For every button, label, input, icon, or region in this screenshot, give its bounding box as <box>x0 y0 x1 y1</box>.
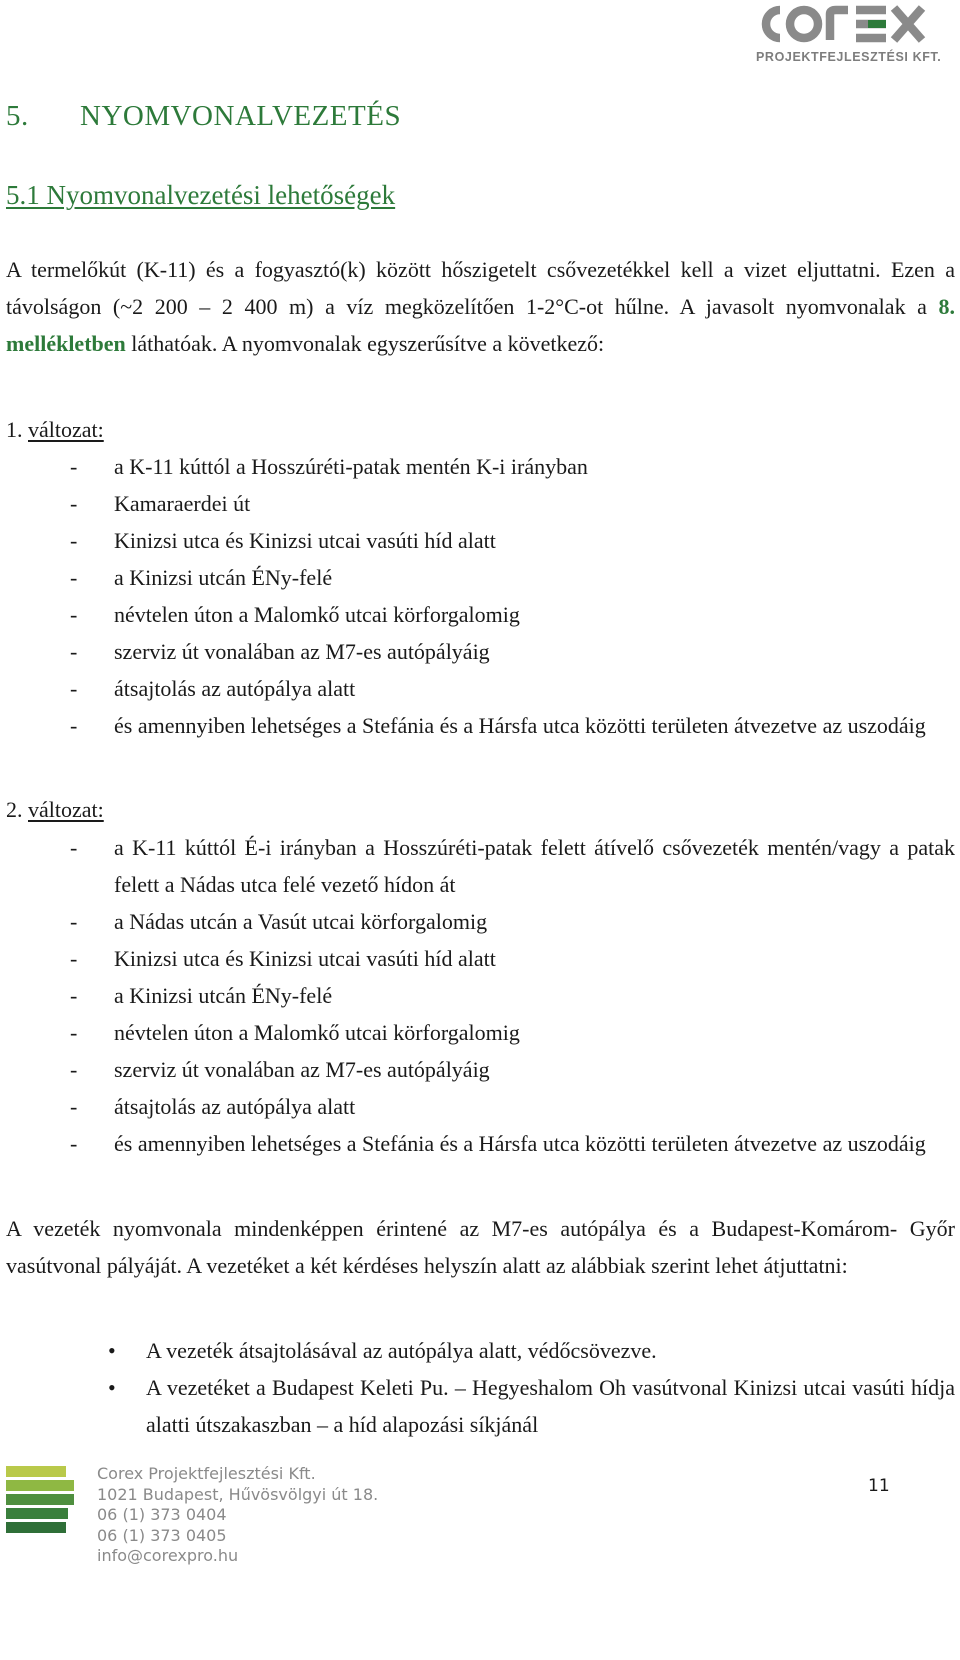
dash-marker: - <box>70 713 78 738</box>
bullet-item <box>106 1369 955 1443</box>
dash-marker: - <box>70 983 78 1008</box>
dash-marker: - <box>70 565 78 590</box>
list-item <box>70 1051 955 1088</box>
intro-text-2: láthatóak. A nyomvonalak egyszerűsítve a következő: <box>125 331 605 356</box>
bullet-item-text: A vezetéket a Budapest Keleti Pu. – Hegyeshalom Oh vasútvonal Kinizsi utcai vasúti hídja alatti útszakaszban – a híd alapozási síkjánál <box>146 1375 955 1437</box>
dash-marker: - <box>70 491 78 516</box>
dash-marker: - <box>70 676 78 701</box>
dash-marker: - <box>70 639 78 664</box>
dash-marker: - <box>70 602 78 627</box>
list-item-text: átsajtolás az autópálya alatt <box>114 1094 356 1119</box>
list-item <box>70 448 955 485</box>
list-item-text: és amennyiben lehetséges a Stefánia és a Hársfa utca közötti területen átvezetve az uszodáig <box>114 1131 926 1156</box>
crossing-bullet-list <box>106 1332 955 1443</box>
variant1-heading <box>6 411 104 448</box>
dash-marker: - <box>70 946 78 971</box>
intro-paragraph <box>6 251 955 362</box>
list-item <box>70 596 955 633</box>
list-item <box>70 1014 955 1051</box>
crossing-paragraph: A vezeték nyomvonala mindenképpen érintené az M7-es autópálya és a Budapest-Komárom- Győr vasútvonal pályáját. A vezetéket a két kérdéses helyszín alatt az alábbiak szerint lehet átjuttatni: <box>6 1216 955 1278</box>
list-item <box>70 940 955 977</box>
list-item-text: Kinizsi utca és Kinizsi utcai vasúti híd alatt <box>114 946 496 971</box>
list-item-text: átsajtolás az autópálya alatt <box>114 676 356 701</box>
subsection-heading: 5.1 Nyomvonalvezetési lehetőségek <box>6 180 396 210</box>
list-item <box>70 670 955 707</box>
list-item-text: névtelen úton a Malomkő utcai körforgalomig <box>114 1020 520 1045</box>
list-item-text: a K-11 kúttól É-i irányban a Hosszúréti-patak felett átívelő csővezeték mentén/vagy a patak felett a Nádas utca felé vezető hídon át <box>114 835 955 897</box>
list-item <box>70 1088 955 1125</box>
list-item <box>70 1125 955 1162</box>
list-item-text: szerviz út vonalában az M7-es autópályáig <box>114 1057 490 1082</box>
list-item <box>70 485 955 522</box>
list-item <box>70 707 955 744</box>
list-item-text: és amennyiben lehetséges a Stefánia és a Hársfa utca közötti területen átvezetve az uszodáig <box>114 713 926 738</box>
dash-marker: - <box>70 528 78 553</box>
dash-marker: - <box>70 909 78 934</box>
list-item <box>70 559 955 596</box>
appendix-link[interactable]: 8. mellékletben <box>6 294 955 356</box>
dash-marker: - <box>70 1057 78 1082</box>
dash-marker: - <box>70 1094 78 1119</box>
variant1-list <box>70 448 955 744</box>
dash-marker: - <box>70 454 78 479</box>
list-item-text: a Nádas utcán a Vasút utcai körforgalomig <box>114 909 488 934</box>
page-number: 11 <box>868 1476 890 1496</box>
list-item-text: szerviz út vonalában az M7-es autópályáig <box>114 639 490 664</box>
list-item <box>70 522 955 559</box>
footer-contact <box>97 1464 378 1567</box>
variant2-label: változat: <box>28 797 104 822</box>
variant2-list <box>70 829 955 1162</box>
footer-company: Corex Projektfejlesztési Kft. <box>97 1464 316 1483</box>
variant2-heading <box>6 791 104 828</box>
variant1-label: változat: <box>28 417 104 442</box>
list-item-text: névtelen úton a Malomkő utcai körforgalomig <box>114 602 520 627</box>
list-item-text: a Kinizsi utcán ÉNy-felé <box>114 565 333 590</box>
list-item <box>70 829 955 903</box>
list-item <box>70 977 955 1014</box>
footer-email[interactable]: info@corexpro.hu <box>97 1546 239 1566</box>
bullet-marker: • <box>108 1338 116 1363</box>
variant2-number: 2. <box>6 797 23 822</box>
list-item-text: Kamaraerdei út <box>114 491 251 516</box>
intro-text-1: A termelőkút (K-11) és a fogyasztó(k) között hőszigetelt csővezetékkel kell a vizet eljuttatni. Ezen a távolságon (~2 200 – 2 400 m) a víz megközelítően 1-2°C-ot hűlne. A javasolt nyomvonalak a <box>6 257 955 319</box>
list-item-text: a K-11 kúttól a Hosszúréti-patak mentén K-i irányban <box>114 454 588 479</box>
list-item-text: Kinizsi utca és Kinizsi utcai vasúti híd alatt <box>114 528 496 553</box>
variant1-number: 1. <box>6 417 23 442</box>
footer-phone-2: 06 (1) 373 0405 <box>97 1525 227 1545</box>
bullet-item-text: A vezeték átsajtolásával az autópálya alatt, védőcsövezve. <box>146 1338 657 1363</box>
logo-subtitle: PROJEKTFEJLESZTÉSI KFT. <box>756 50 942 64</box>
dash-marker: - <box>70 1020 78 1045</box>
section-heading <box>6 100 401 133</box>
section-title: NYOMVONALVEZETÉS <box>80 100 402 132</box>
bullet-marker: • <box>108 1375 116 1400</box>
footer-address: 1021 Budapest, Hűvösvölgyi út 18. <box>97 1484 379 1504</box>
dash-marker: - <box>70 1131 78 1156</box>
section-number: 5. <box>6 100 29 132</box>
list-item-text: a Kinizsi utcán ÉNy-felé <box>114 983 333 1008</box>
list-item <box>70 903 955 940</box>
footer-phone-1: 06 (1) 373 0404 <box>97 1505 227 1525</box>
dash-marker: - <box>70 835 78 860</box>
list-item <box>70 633 955 670</box>
footer-stripes-logo <box>6 1466 74 1538</box>
bullet-item <box>106 1332 955 1369</box>
